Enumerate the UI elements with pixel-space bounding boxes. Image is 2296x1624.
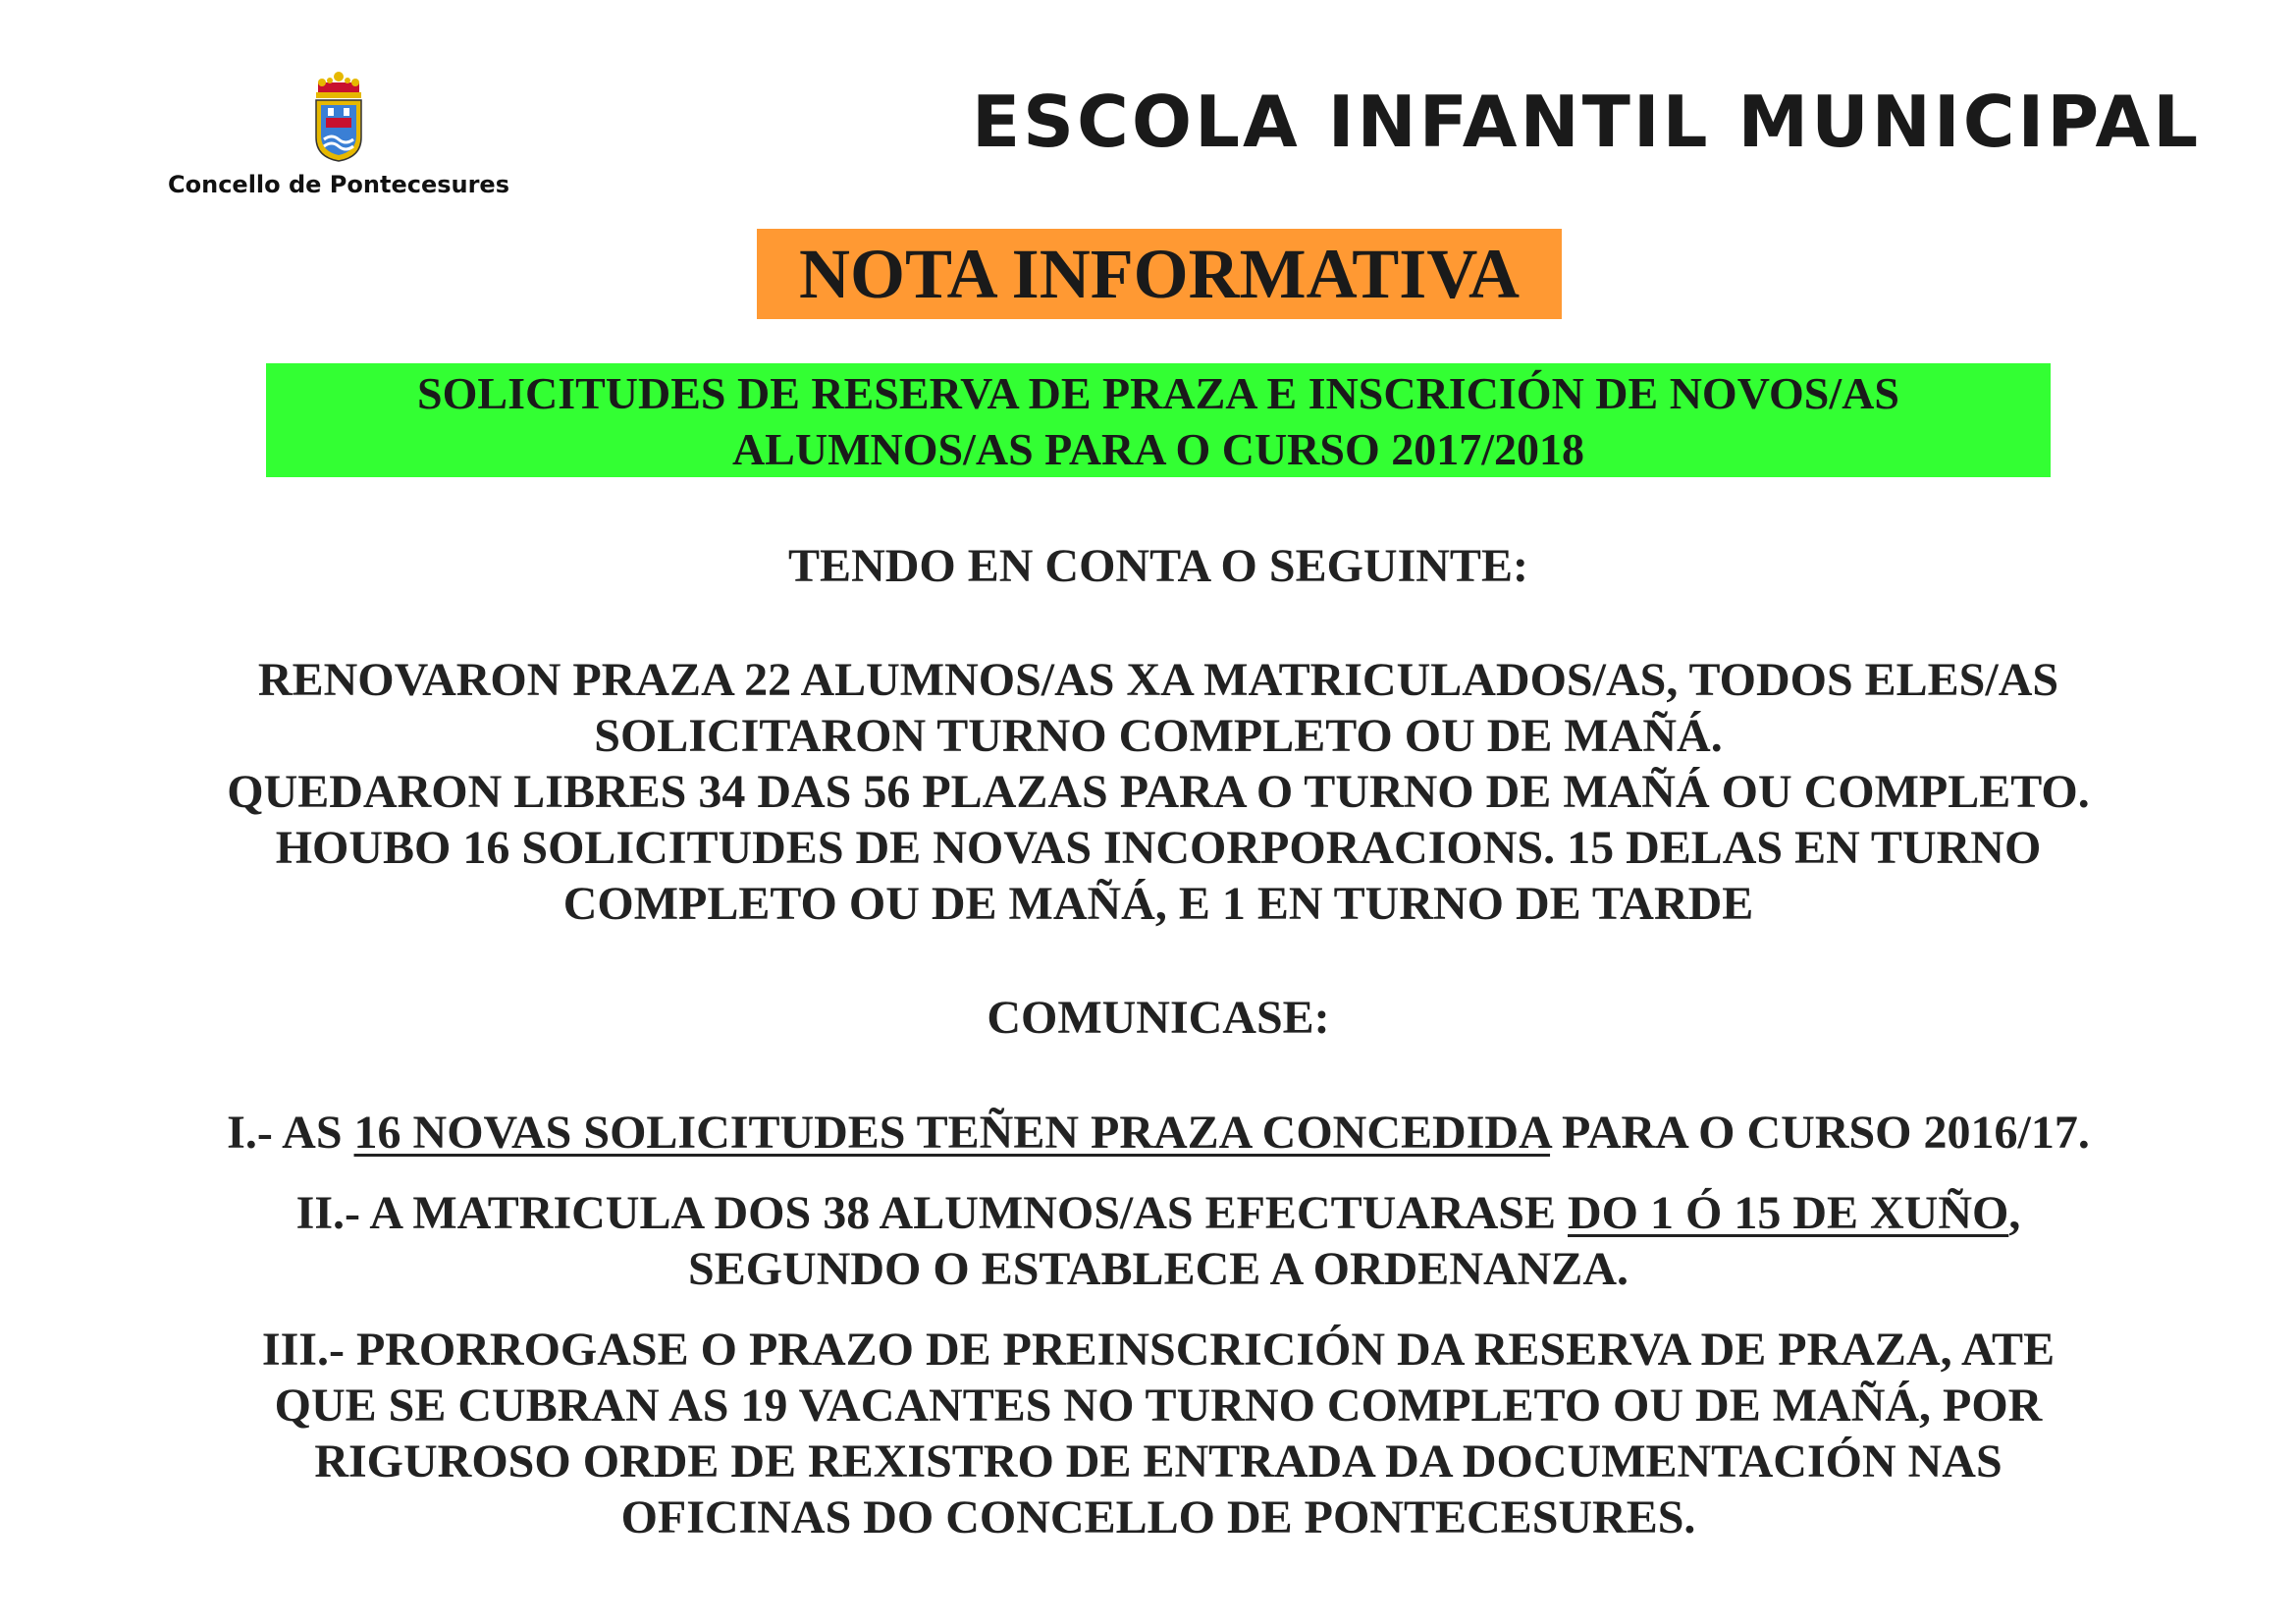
school-title: ESCOLA INFANTIL MUNICIPAL	[972, 81, 2202, 163]
notice-title: NOTA INFORMATIVA	[757, 229, 1562, 319]
item-line: QUE SE CUBRAN AS 19 VACANTES NO TURNO COMPLETO OU DE MAÑÁ, POR	[274, 1380, 2043, 1432]
subject-banner	[266, 363, 2051, 477]
paragraph-line: RENOVARON PRAZA 22 ALUMNOS/AS XA MATRICULADOS/AS, TODOS ELES/AS	[257, 654, 2059, 706]
communication-heading: COMUNICASE:	[987, 992, 1330, 1044]
item-line: III.- PRORROGASE O PRAZO DE PREINSCRICIÓN DA RESERVA DE PRAZA, ATE	[261, 1324, 2056, 1376]
item-prefix: II.- A MATRICULA DOS 38 ALUMNOS/AS EFECTUARASE	[295, 1187, 1568, 1239]
item-line: RIGUROSO ORDE DE REXISTRO DE ENTRADA DA DOCUMENTACIÓN NAS	[314, 1435, 2002, 1488]
municipality-caption: Concello de Pontecesures	[168, 171, 509, 198]
banner-line: SOLICITUDES DE RESERVA DE PRAZA E INSCRICIÓN DE NOVOS/AS	[417, 368, 1899, 418]
communication-item-3	[118, 1322, 2199, 1545]
item-underlined: DO 1 Ó 15 DE XUÑO	[1567, 1187, 2009, 1239]
paragraph-line: HOUBO 16 SOLICITUDES DE NOVAS INCORPORACIONS. 15 DELAS EN TURNO	[275, 822, 2042, 874]
considering-paragraph	[118, 652, 2199, 932]
paragraph-line: SOLICITARON TURNO COMPLETO OU DE MAÑÁ.	[594, 710, 1723, 762]
communication-item-1	[118, 1105, 2199, 1161]
paragraph-line: QUEDARON LIBRES 34 DAS 56 PLAZAS PARA O TURNO DE MAÑÁ OU COMPLETO.	[227, 766, 2090, 818]
item-line: SEGUNDO O ESTABLECE A ORDENANZA.	[688, 1243, 1629, 1295]
banner-line: ALUMNOS/AS PARA O CURSO 2017/2018	[731, 424, 1585, 474]
communication-item-2	[118, 1185, 2199, 1297]
coat-of-arms-icon	[308, 69, 369, 163]
considering-heading: TENDO EN CONTA O SEGUINTE:	[788, 540, 1528, 592]
item-line	[118, 1105, 2199, 1161]
item-prefix: I.- AS	[227, 1107, 354, 1159]
item-line: OFICINAS DO CONCELLO DE PONTECESURES.	[620, 1491, 1696, 1543]
paragraph-line: COMPLETO OU DE MAÑÁ, E 1 EN TURNO DE TARDE	[562, 878, 1754, 930]
item-line	[118, 1185, 2199, 1241]
municipal-logo	[167, 69, 510, 198]
item-underlined: 16 NOVAS SOLICITUDES TEÑEN PRAZA CONCEDIDA	[353, 1107, 1551, 1159]
item-suffix: ,	[2008, 1187, 2021, 1239]
item-suffix: PARA O CURSO 2016/17.	[1550, 1107, 2090, 1159]
